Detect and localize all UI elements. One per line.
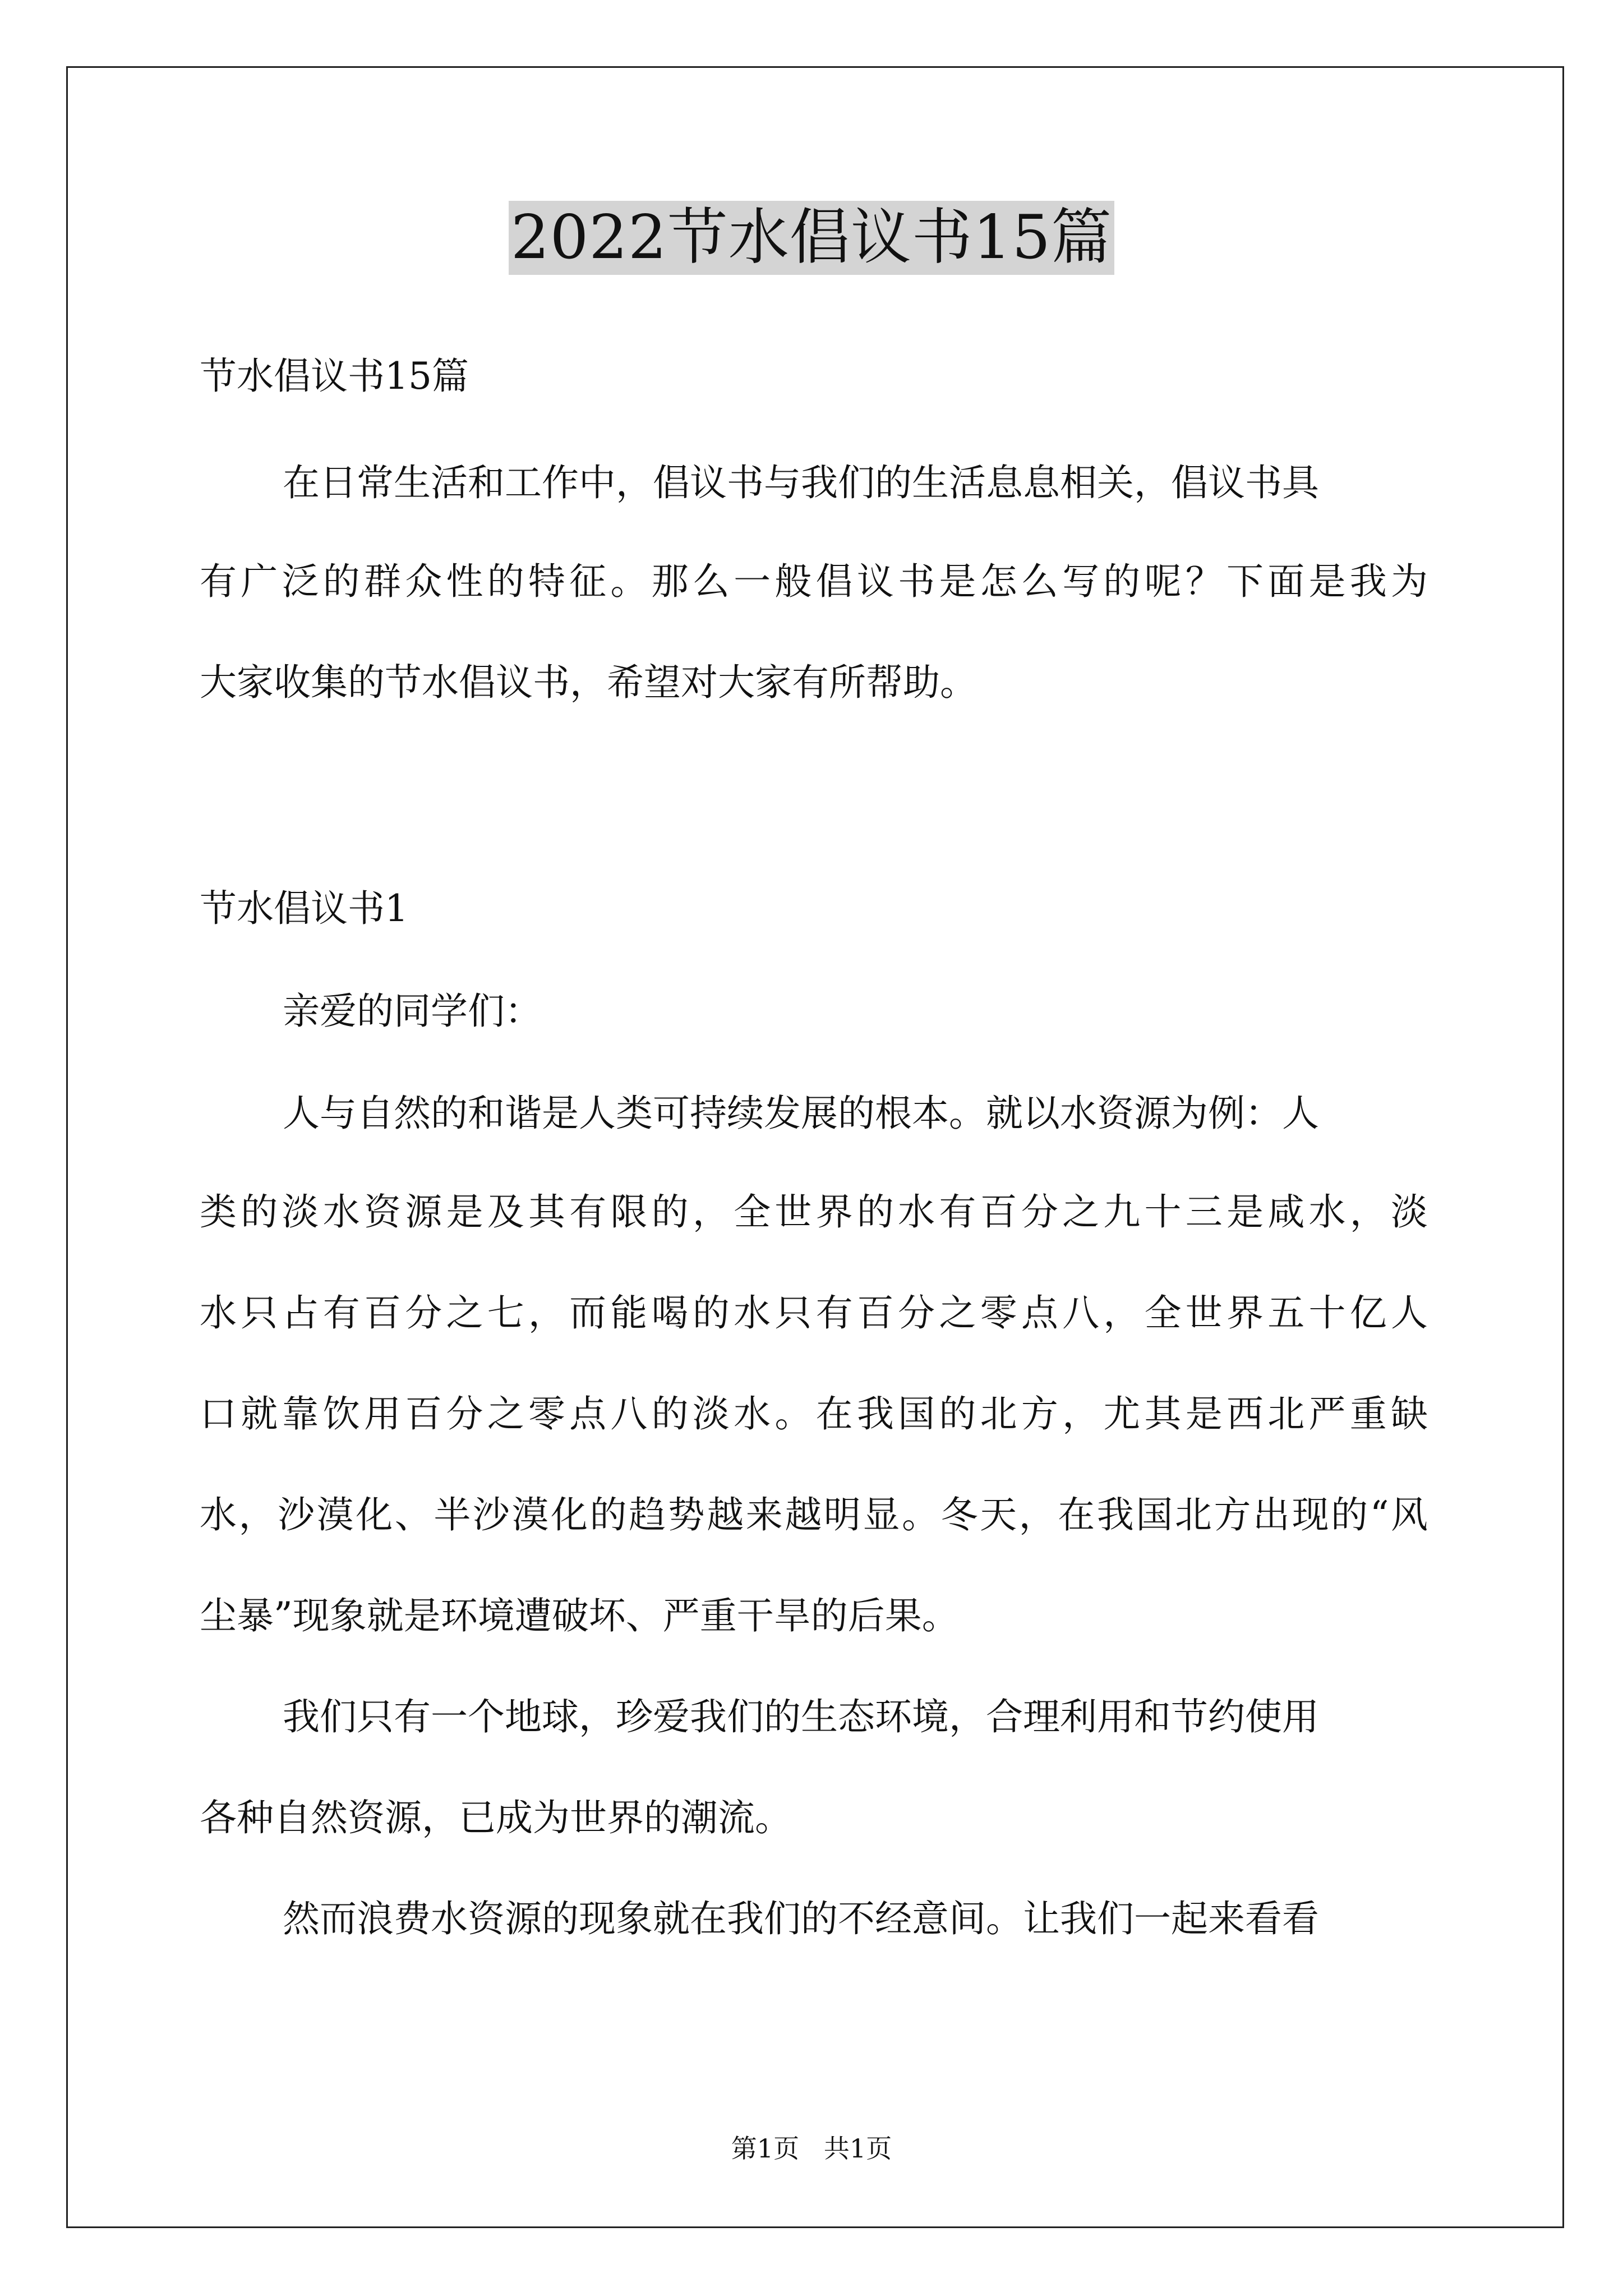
section-heading: 节水倡议书1 — [200, 887, 408, 930]
paragraph-line: 水只占有百分之七，而能喝的水只有百分之零点八，全世界五十亿人 — [200, 1291, 1428, 1335]
intro-line-1: 在日常生活和工作中，倡议书与我们的生活息息相关，倡议书具 — [283, 461, 1319, 504]
salutation: 亲爱的同学们： — [283, 990, 542, 1033]
title-container — [0, 201, 1623, 275]
paragraph-line: 我们只有一个地球，珍爱我们的生态环境，合理利用和节约使用 — [283, 1695, 1319, 1738]
paragraph-line: 然而浪费水资源的现象就在我们的不经意间。让我们一起来看看 — [283, 1897, 1319, 1940]
document-title: 2022节水倡议书15篇 — [509, 201, 1114, 275]
paragraph-line: 口就靠饮用百分之零点八的淡水。在我国的北方，尤其是西北严重缺 — [200, 1392, 1428, 1435]
subtitle: 节水倡议书15篇 — [200, 355, 469, 398]
paragraph-line: 类的淡水资源是及其有限的，全世界的水有百分之九十三是咸水，淡 — [200, 1190, 1428, 1234]
paragraph-line: 人与自然的和谐是人类可持续发展的根本。就以水资源为例：人 — [283, 1092, 1319, 1135]
paragraph-line: 尘暴”现象就是环境遭破坏、严重干旱的后果。 — [200, 1594, 959, 1637]
intro-line-3: 大家收集的节水倡议书，希望对大家有所帮助。 — [200, 661, 977, 704]
paragraph-line: 各种自然资源，已成为世界的潮流。 — [200, 1796, 792, 1839]
intro-line-2: 有广泛的群众性的特征。那么一般倡议书是怎么写的呢？下面是我为 — [200, 560, 1428, 603]
page-number-footer: 第1页 共1页 — [731, 2133, 892, 2164]
paragraph-line: 水，沙漠化、半沙漠化的趋势越来越明显。冬天，在我国北方出现的“风 — [200, 1493, 1428, 1536]
